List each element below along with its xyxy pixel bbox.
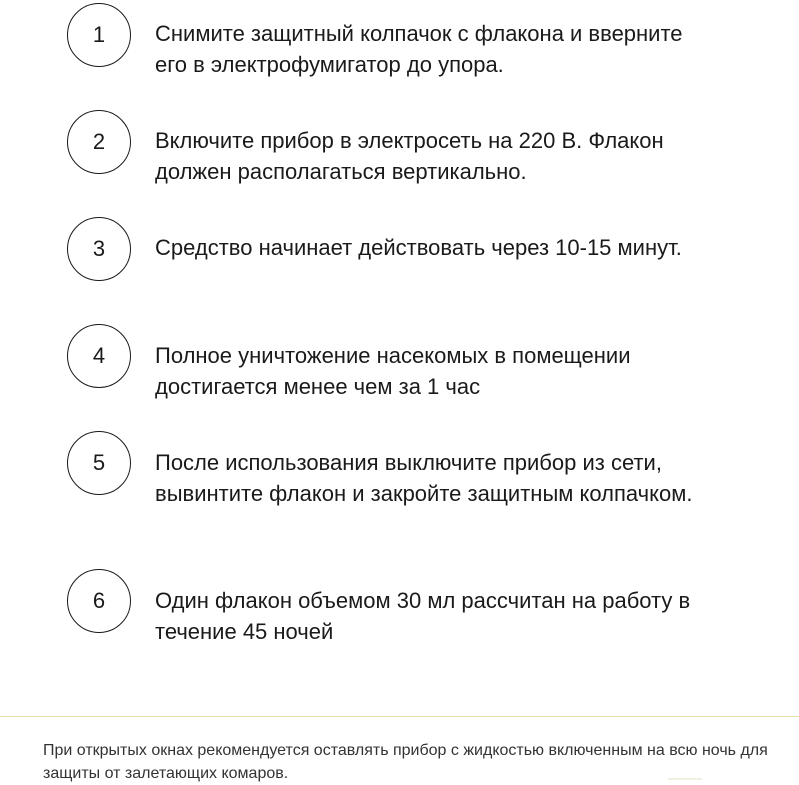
- step-text: Полное уничтожение насекомых в помещении достигается менее чем за 1 час: [155, 343, 631, 399]
- step-number-circle: 5: [67, 431, 131, 495]
- step-number-circle: 3: [67, 217, 131, 281]
- corner-decoration: [668, 778, 702, 780]
- section-divider: [0, 716, 799, 717]
- usage-note: При открытых окнах рекомендуется оставлять прибор с жидкостью включенным на всю ночь для защиты от залетающих комаров.: [43, 742, 768, 782]
- step-number-circle: 4: [67, 324, 131, 388]
- step-number-circle: 6: [67, 569, 131, 633]
- step-text: Снимите защитный колпачок с флакона и вверните его в электрофумигатор до упора.: [155, 21, 683, 77]
- step-text: Один флакон объемом 30 мл рассчитан на работу в течение 45 ночей: [155, 588, 691, 644]
- step-text: Средство начинает действовать через 10-15 минут.: [155, 235, 682, 260]
- step-text: После использования выключите прибор из сети, вывинтите флакон и закройте защитным колпачком.: [155, 450, 693, 506]
- step-text: Включите прибор в электросеть на 220 В. Флакон должен располагаться вертикально.: [155, 128, 664, 184]
- step-number-circle: 1: [67, 3, 131, 67]
- step-number-circle: 2: [67, 110, 131, 174]
